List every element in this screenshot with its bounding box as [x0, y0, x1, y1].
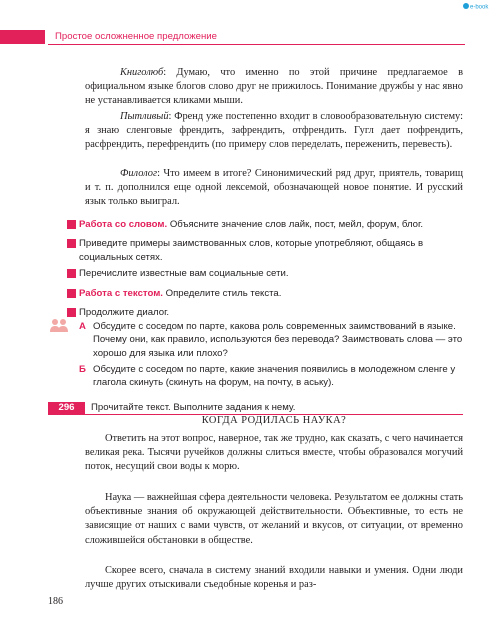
task-item	[79, 287, 463, 301]
subtask-letter: Б	[79, 364, 86, 375]
subtask-text: Обсудите с соседом по парте, какие значения появились в молодежном сленге у глагола скинуть (скинуть на форум, на почту, в аську).	[93, 364, 456, 389]
text-title: КОГДА РОДИЛАСЬ НАУКА?	[201, 415, 347, 426]
task-marker-icon	[67, 220, 76, 229]
svg-text:e-book: e-book	[470, 4, 489, 10]
page-number: 186	[48, 596, 63, 607]
pair-work-icon	[49, 318, 69, 332]
exercise-number: 296	[48, 402, 85, 414]
speaker-name: Книголюб	[120, 67, 164, 78]
dialog-text: : Что имеем в итоге? Синонимический ряд друг, приятель, товарищ и т. п. дополнился еще одной лексемой, обозначающей новое понятие. И русский язык только выиграл.	[85, 168, 463, 208]
header-divider	[48, 44, 465, 45]
task-item	[79, 267, 463, 281]
dialog-paragraph-1	[85, 66, 463, 109]
speaker-name: Пытливый	[120, 111, 169, 122]
task-text: Продолжите диалог.	[79, 307, 170, 318]
subtask-letter: А	[79, 321, 86, 332]
dialog-text: : Френд уже постепенно входит в словообразовательную систему: я знаю сленговые френдить, зафрендить, отфрендить. Гугл дает пофрендить, расфрендить, перефрендить (по примеру слов переделать, переженить, перевесть).	[85, 111, 463, 151]
text-paragraph: Наука — важнейшая сфера деятельности человека. Результатом ее должны стать объективные знания об окружающей действительности. Объективные, то есть не зависящие от наших с вами чувств, от желаний и вкусов, от ситуации, от временно сложившейся обстановки в обществе.	[85, 492, 463, 546]
dialog-paragraph-3	[85, 167, 463, 210]
subtask-item	[79, 320, 463, 360]
task-text: Приведите примеры заимствованных слов, которые употребляют, общаясь в социальных сетях.	[79, 238, 424, 263]
dialog-text: : Думаю, что именно по этой причине предлагаемое в официальном языке блогов слово друг не прижилось. Понимание дружбы у нас явно не устанавливается кликами мыши.	[85, 67, 463, 107]
dialog-paragraph-2	[85, 110, 463, 153]
task-text: Перечислите известные вам социальные сети.	[79, 268, 289, 279]
speaker-name: Филолог	[120, 168, 158, 179]
task-item	[79, 218, 463, 232]
exercise-instruction: Прочитайте текст. Выполните задания к нему.	[91, 402, 296, 413]
task-label: Работа со словом.	[79, 219, 168, 230]
task-marker-icon	[67, 239, 76, 248]
subtask-text: Обсудите с соседом по парте, какова роль современных заимствований в языке. Почему они, как правило, используются без перевода? Заимствовать слова — это хорошо для языка или плохо?	[93, 321, 463, 359]
task-item	[79, 237, 463, 264]
subtask-item	[79, 363, 463, 390]
text-paragraph: Ответить на этот вопрос, наверное, так же трудно, как сказать, с чего начинается великая река. Тысячи ручейков должны слиться вместе, чтобы образовался могучий поток, несущий свои воды к морю.	[85, 433, 463, 473]
header-accent-bar	[0, 30, 45, 44]
task-marker-icon	[67, 308, 76, 317]
text-paragraph: Скорее всего, сначала в систему знаний входили навыки и умения. Одни люди лучше других отыскивали съедобные коренья и раз-	[85, 565, 463, 591]
section-title: Простое осложненное предложение	[55, 31, 217, 42]
task-marker-icon	[67, 289, 76, 298]
task-text: Объясните значение слов лайк, пост, мейл, форум, блог.	[167, 219, 424, 230]
task-marker-icon	[67, 269, 76, 278]
task-item	[79, 306, 463, 320]
task-label: Работа с текстом.	[79, 288, 163, 299]
ebook-logo-icon	[463, 2, 491, 10]
task-text: Определите стиль текста.	[162, 288, 282, 299]
